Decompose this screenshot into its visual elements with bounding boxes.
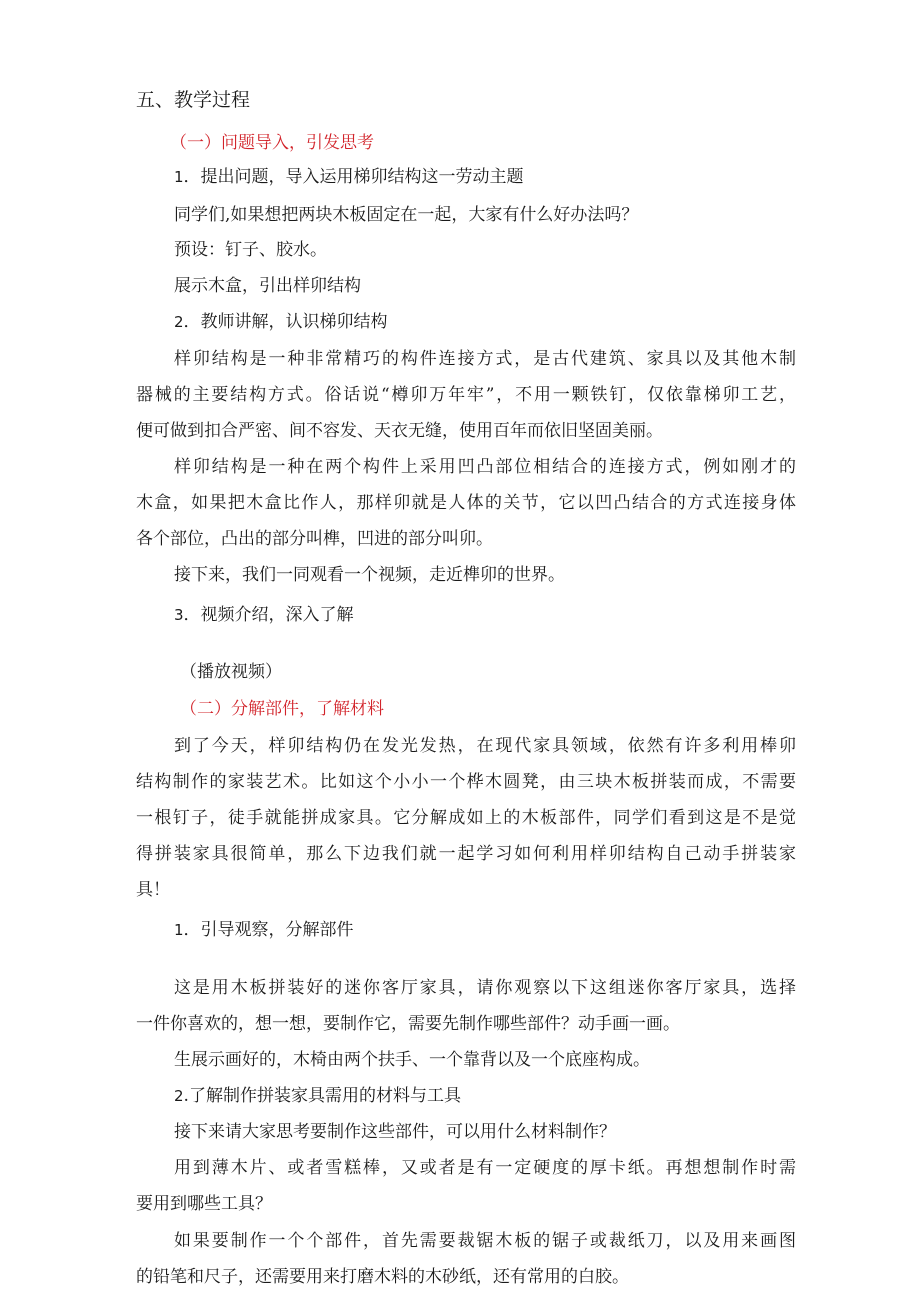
part2-item2: [174, 1084, 461, 1108]
paragraph-line: 一根钉子，徒手就能拼成家具。它分解成如上的木板部件，同学们看到这是不是觉: [136, 808, 796, 828]
paragraph-line: 各个部位，凸出的部分叫榫，凹进的部分叫卯。: [136, 529, 493, 549]
paragraph-line: 木盒，如果把木盒比作人，那样卯就是人体的关节，它以凹凸结合的方式连接身体: [136, 493, 796, 513]
paragraph-line: 一件你喜欢的，想一想，要制作它，需要先制作哪些部件？动手画一画。: [136, 1014, 680, 1034]
paragraph-line: 便可做到扣合严密、间不容发、天衣无缝，使用百年而依旧坚固美丽。: [136, 421, 663, 441]
paragraph-line: 样卯结构是一种在两个构件上采用凹凸部位相结合的连接方式，例如刚才的: [174, 457, 796, 477]
item-number: 2: [174, 1087, 184, 1105]
part2-item1: [174, 918, 354, 942]
paragraph-line: 器械的主要结构方式。俗话说“樽卯万年牢”，不用一颗铁钉，仅依靠梯卯工艺，: [136, 385, 796, 405]
paragraph: 同学们,如果想把两块木板固定在一起，大家有什么好办法吗？: [174, 205, 639, 225]
part1-heading: （一）问题导入，引发思考: [170, 133, 374, 153]
item-title: ．提出问题，导入运用梯卯结构这一劳动主题: [183, 167, 524, 187]
paragraph: 接下来请大家思考要制作这些部件，可以用什么材料制作？: [174, 1122, 616, 1142]
paragraph: 预设：钉子、胶水。: [174, 240, 327, 260]
item-title: .了解制作拼装家具需用的材料与工具: [183, 1086, 461, 1106]
paragraph-line: 的铅笔和尺子，还需要用来打磨木料的木砂纸，还有常用的白胶。: [136, 1267, 629, 1287]
part1-item3: [174, 603, 354, 627]
item-number: 1: [174, 921, 184, 939]
paragraph-line: 如果要制作一个个部件，首先需要裁锯木板的锯子或裁纸刀，以及用来画图: [174, 1231, 796, 1251]
paragraph-line: 样卯结构是一种非常精巧的构件连接方式，是古代建筑、家具以及其他木制: [174, 349, 796, 369]
paragraph-line: 要用到哪些工具？: [136, 1194, 272, 1214]
part1-item1: [174, 165, 524, 189]
item-title: ．视频介绍，深入了解: [183, 605, 354, 625]
item-title: ．教师讲解，认识梯卯结构: [183, 312, 388, 332]
paragraph-line: 这是用木板拼装好的迷你客厅家具，请你观察以下这组迷你客厅家具，选择: [174, 978, 796, 998]
paragraph-line: 结构制作的家装艺术。比如这个小小一个桦木圆凳，由三块木板拼装而成，不需要: [136, 772, 796, 792]
paragraph: 接下来，我们一同观看一个视频，走近榫卯的世界。: [174, 565, 565, 585]
paragraph-line: 用到薄木片、或者雪糕棒，又或者是有一定硬度的厚卡纸。再想想制作时需: [174, 1158, 796, 1178]
part1-item2: [174, 310, 388, 334]
paragraph-line: 到了今天，样卯结构仍在发光发热，在现代家具领域，依然有许多利用棒卯: [174, 736, 796, 756]
paragraph: 展示木盒，引出样卯结构: [174, 276, 361, 296]
paragraph-line: 得拼装家具很简单，那么下边我们就一起学习如何利用样卯结构自己动手拼装家: [136, 844, 796, 864]
paragraph: 生展示画好的，木椅由两个扶手、一个靠背以及一个底座构成。: [174, 1050, 650, 1070]
item-number: 3: [174, 606, 184, 624]
item-number: 2: [174, 313, 184, 331]
item-title: ．引导观察，分解部件: [183, 920, 354, 940]
section-title: 五、教学过程: [136, 89, 251, 111]
play-video-note: （播放视频）: [180, 662, 282, 682]
paragraph-line: 具！: [136, 880, 170, 900]
item-number: 1: [174, 168, 184, 186]
part2-heading: （二）分解部件，了解材料: [180, 699, 384, 719]
